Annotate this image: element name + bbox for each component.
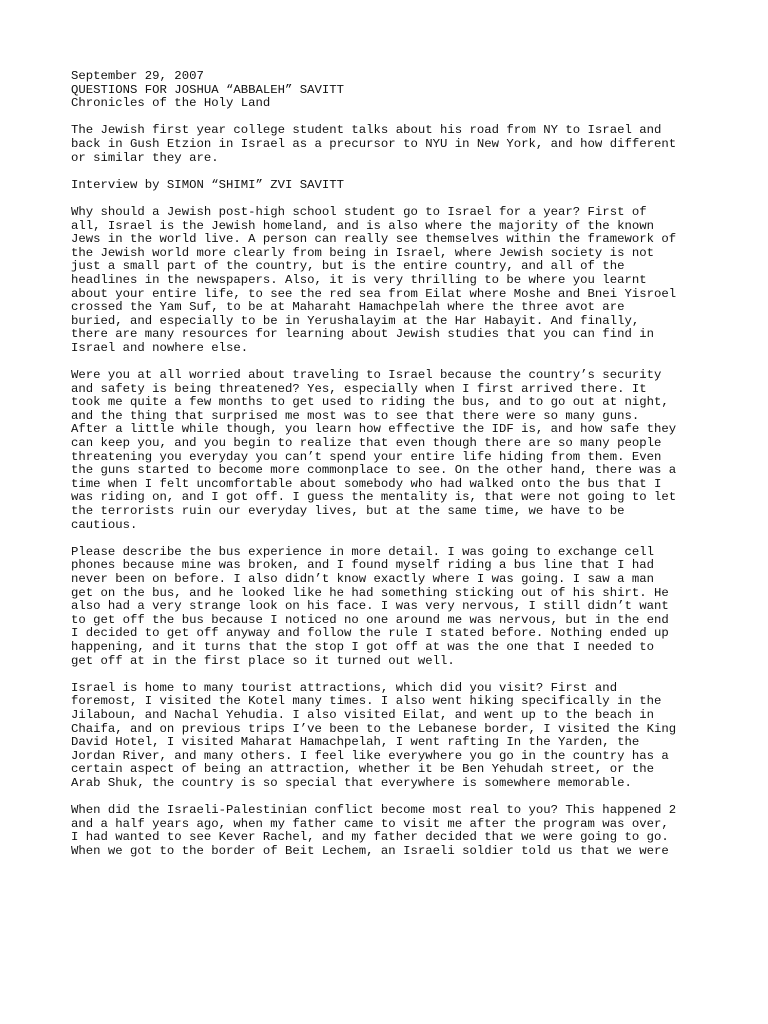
intro-paragraph: The Jewish first year college student talks about his road from NY to Israel and back in Gush Etzion in Israel as a precursor to NYU in New York, and how different or similar they are.	[71, 123, 677, 165]
paragraph-why-israel: Why should a Jewish post-high school student go to Israel for a year? First of all, Israel is the Jewish homeland, and is also where the majority of the known Jews in the world live. A person can really see themselves within the framework of the Jewish world more clearly from being in Israel, where Jewish society is not just a small part of the country, but is the entire country, and all of the headlines in the newspapers. Also, it is very thrilling to be where you learnt about your entire life, to see the red sea from Eilat where Moshe and Bnei Yisroel crossed the Yam Suf, to be at Maharaht Hamachpelah where the three avot are buried, and especially to be in Yerushalayim at the Har Habayit. And finally, there are many resources for learning about Jewish studies that you can find in Israel and nowhere else.	[71, 204, 677, 355]
document-subtitle: Chronicles of the Holy Land	[71, 96, 271, 111]
paragraph-tourist-attractions: Israel is home to many tourist attractions, which did you visit? First and foremost, I visited the Kotel many times. I also went hiking specifically in the Jilaboun, and Nachal Yehudia. I also visited Eilat, and went up to the beach in Chaifa, and on previous trips I’ve been to the Lebanese border, I visited the King David Hotel, I visited Maharat Hamachpelah, I went rafting In the Yarden, the Jordan River, and many others. I feel like everywhere you go in the country has a certain aspect of being an attraction, whether it be Ben Yehudah street, or the Arab Shuk, the country is so special that everywhere is somewhere memorable.	[71, 680, 677, 790]
byline: Interview by SIMON “SHIMI” ZVI SAVITT	[71, 177, 345, 192]
document-header	[71, 70, 728, 111]
document-title: QUESTIONS FOR JOSHUA “ABBALEH” SAVITT	[71, 82, 345, 97]
document-date: September 29, 2007	[71, 69, 204, 83]
paragraph-conflict: When did the Israeli-Palestinian conflict become most real to you? This happened 2 and a half years ago, when my father came to visit me after the program was over, I had wanted to see Kever Rachel, and my father decided that we were going to go. When we got to the border of Beit Lechem, an Israeli soldier told us that we were	[71, 803, 677, 858]
paragraph-bus-experience: Please describe the bus experience in more detail. I was going to exchange cell phones because mine was broken, and I found myself riding a bus line that I had never been on before. I also didn’t know exactly where I was going. I saw a man get on the bus, and he looked like he had something sticking out of his shirt. He also had a very strange look on his face. I was very nervous, I still didn’t want to get off the bus because I noticed no one around me was nervous, but in the end I decided to get off anyway and follow the rule I stated before. Nothing ended up happening, and it turns that the stop I got off at was the one that I needed to get off at in the first place so it turned out well.	[71, 544, 669, 668]
paragraph-security: Were you at all worried about traveling to Israel because the country’s security and safety is being threatened? Yes, especially when I first arrived there. It took me quite a few months to get used to riding the bus, and to go out at night, and the thing that surprised me most was to see that there were so many guns. After a little while though, you learn how effective the IDF is, and how safe they can keep you, and you begin to realize that even though there are so many people threatening you everyday you can’t spend your entire life hiding from them. Even the guns started to become more commonplace to see. On the other hand, there was a time when I felt uncomfortable about somebody who had walked onto the bus that I was riding on, and I got off. I guess the mentality is, that were not going to let the terrorists ruin our everyday lives, but at the same time, we have to be cautious.	[71, 368, 677, 532]
